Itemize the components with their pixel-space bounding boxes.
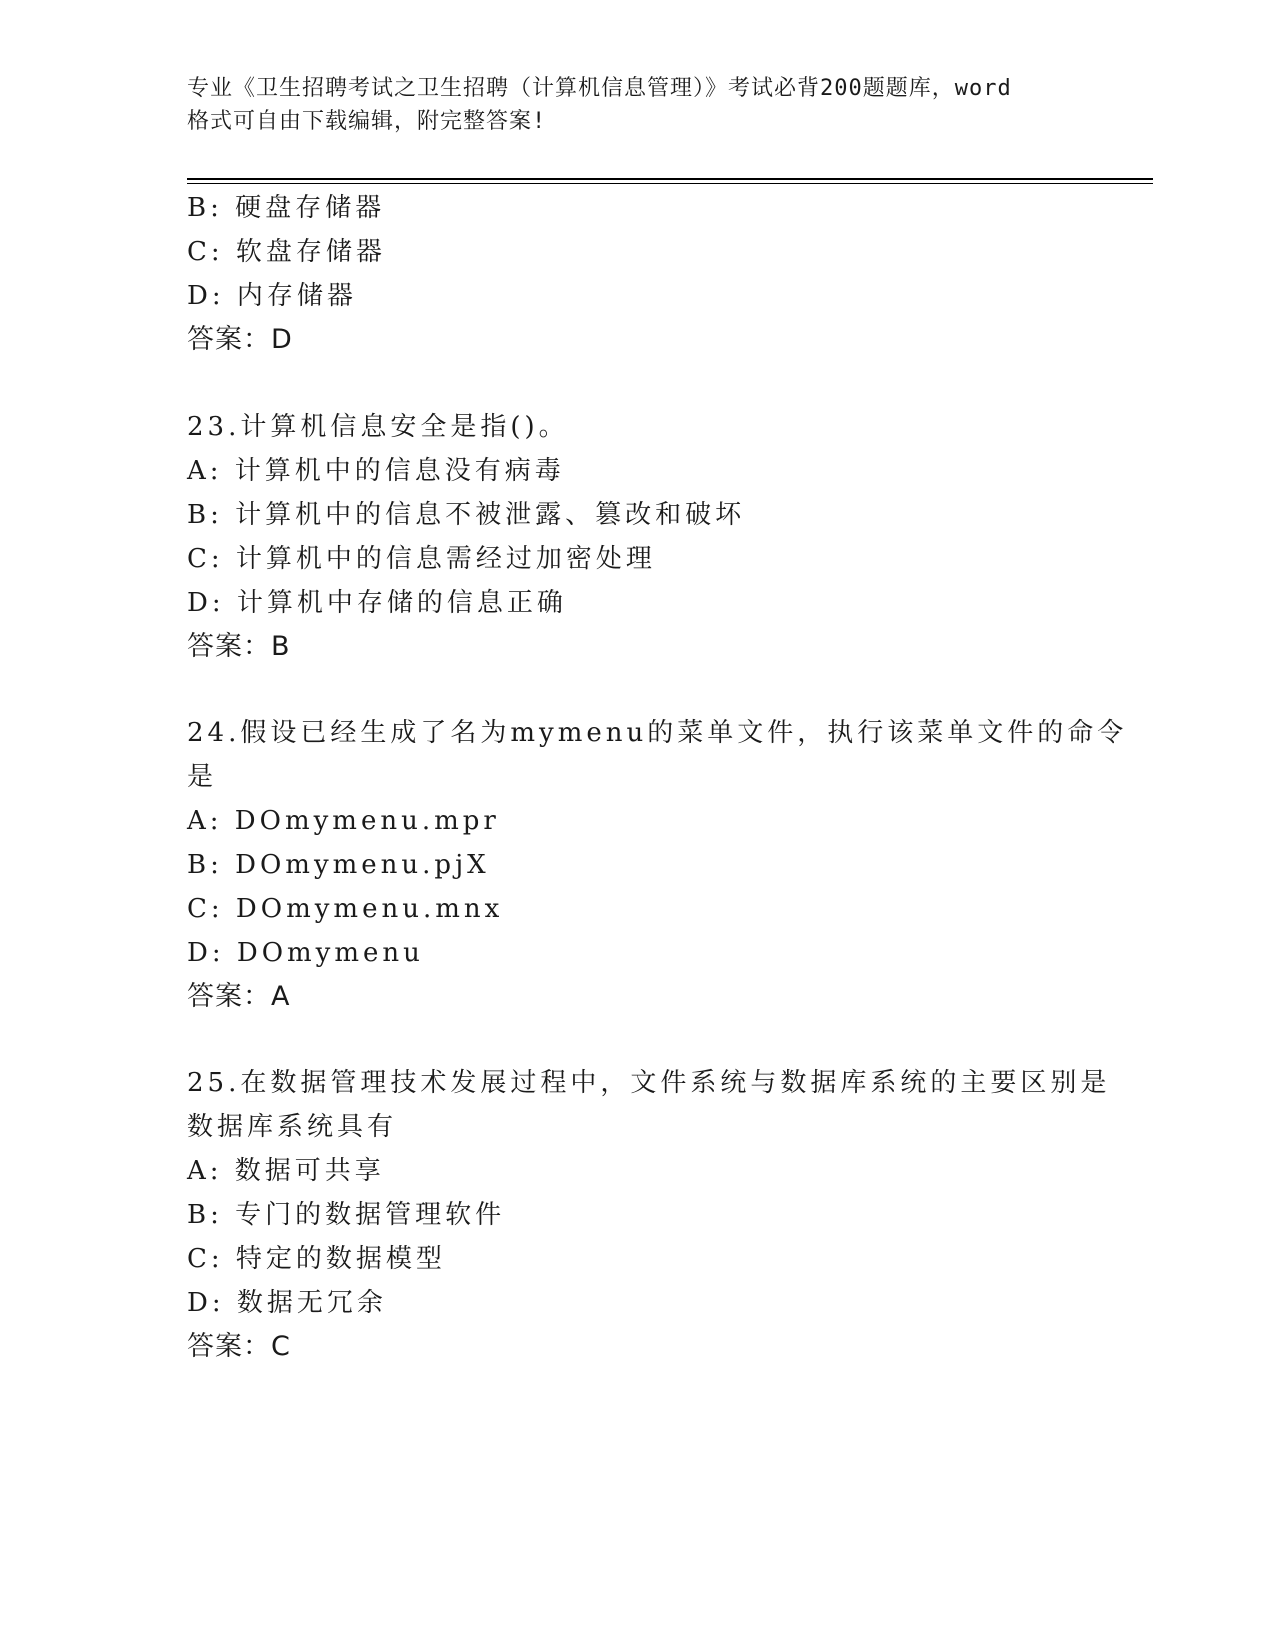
q23-option-a: A: 计算机中的信息没有病毒 xyxy=(187,456,565,486)
q24-answer: 答案：A xyxy=(187,981,291,1012)
q25-option-d: D: 数据无冗余 xyxy=(187,1288,387,1318)
header-rule-thin xyxy=(187,183,1153,184)
q24-option-d: D: DOmymenu xyxy=(187,938,424,968)
header-line-1: 专业《卫生招聘考试之卫生招聘（计算机信息管理）》考试必背200题题库，word xyxy=(187,76,1012,101)
prev-option-c: C: 软盘存储器 xyxy=(187,237,386,267)
q24-stem-line-1: 24.假设已经生成了名为mymenu的菜单文件，执行该菜单文件的命令 xyxy=(187,718,1128,748)
q25-stem-line-1: 25.在数据管理技术发展过程中，文件系统与数据库系统的主要区别是 xyxy=(187,1068,1111,1098)
document-header xyxy=(187,72,1097,138)
q24-option-c: C: DOmymenu.mnx xyxy=(187,894,504,924)
header-line-2: 格式可自由下载编辑，附完整答案! xyxy=(187,109,547,134)
q23-option-d: D: 计算机中存储的信息正确 xyxy=(187,588,567,618)
header-rule-thick xyxy=(187,178,1153,180)
q25-option-a: A: 数据可共享 xyxy=(187,1156,385,1186)
q23-stem: 23.计算机信息安全是指()。 xyxy=(187,412,569,442)
q25-option-c: C: 特定的数据模型 xyxy=(187,1244,446,1274)
prev-answer: 答案：D xyxy=(187,324,293,355)
q25-option-b: B: 专门的数据管理软件 xyxy=(187,1200,506,1230)
q25-answer: 答案：C xyxy=(187,1331,291,1362)
prev-option-d: D: 内存储器 xyxy=(187,281,357,311)
prev-option-b: B: 硬盘存储器 xyxy=(187,193,386,223)
q23-option-b: B: 计算机中的信息不被泄露、篡改和破坏 xyxy=(187,500,746,530)
q23-answer: 答案：B xyxy=(187,631,291,662)
q25-stem-line-2: 数据库系统具有 xyxy=(187,1112,398,1142)
q23-option-c: C: 计算机中的信息需经过加密处理 xyxy=(187,544,656,574)
q24-stem-line-2: 是 xyxy=(187,762,218,792)
q24-option-a: A: DOmymenu.mpr xyxy=(187,806,500,836)
q24-option-b: B: DOmymenu.pjX xyxy=(187,850,490,880)
